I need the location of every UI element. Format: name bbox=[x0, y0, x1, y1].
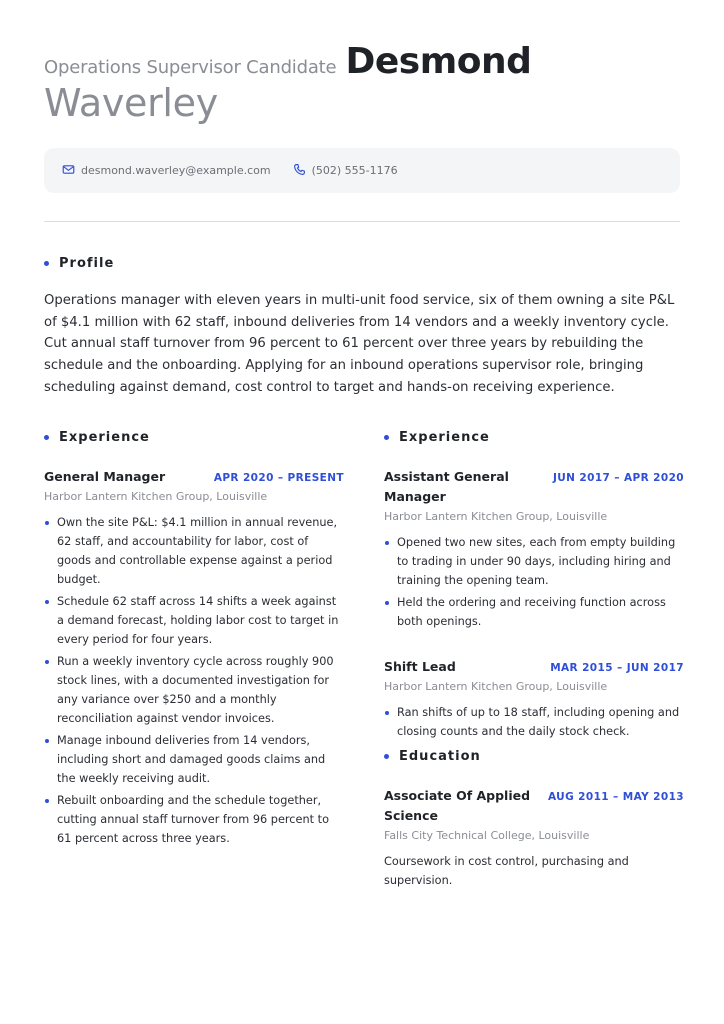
job-entry bbox=[384, 467, 684, 631]
job-bullet: Rebuilt onboarding and the schedule together, cutting annual staff turnover from 96 percent to 61 percent across three years. bbox=[44, 791, 344, 848]
name-line bbox=[44, 41, 684, 125]
job-organization: Harbor Lantern Kitchen Group, Louisville bbox=[44, 490, 268, 503]
contact-bar bbox=[44, 148, 680, 193]
email-text: desmond.waverley@example.com bbox=[81, 164, 271, 177]
target-role: Operations Supervisor Candidate bbox=[44, 57, 337, 78]
job-dates: APR 2020 – PRESENT bbox=[213, 472, 344, 484]
job-bullets bbox=[384, 533, 684, 631]
resume-header bbox=[44, 41, 684, 125]
first-name: Desmond bbox=[345, 41, 532, 82]
section-heading bbox=[384, 749, 684, 764]
bullet-dot-icon bbox=[44, 435, 49, 440]
degree-title: Associate Of Applied Science bbox=[384, 788, 531, 823]
education-heading: Education bbox=[399, 749, 481, 764]
profile-heading: Profile bbox=[59, 256, 115, 271]
job-organization: Harbor Lantern Kitchen Group, Louisville bbox=[384, 680, 608, 693]
phone-text: (502) 555-1176 bbox=[311, 164, 398, 177]
mail-icon bbox=[62, 163, 75, 179]
phone-icon bbox=[293, 163, 306, 179]
job-title: General Manager bbox=[44, 469, 166, 484]
job-title: Assistant General Manager bbox=[384, 469, 509, 504]
job-bullet: Manage inbound deliveries from 14 vendors, including short and damaged goods claims and the weekly receiving audit. bbox=[44, 731, 344, 788]
contact-email[interactable] bbox=[62, 163, 271, 179]
job-bullet: Ran shifts of up to 18 staff, including opening and closing counts and the daily stock check. bbox=[384, 703, 684, 741]
school-name: Falls City Technical College, Louisville bbox=[384, 829, 590, 842]
bullet-dot-icon bbox=[384, 754, 389, 759]
profile-summary: Operations manager with eleven years in multi-unit food service, six of them owning a site P&L of $4.1 million with 62 staff, inbound deliveries from 14 vendors and a weekly inventory cycle. Cut annual staff turnover from 96 percent to 61 percent over three years by rebuilding the schedule and the onboarding. Applying for an inbound operations supervisor role, bringing scheduling against demand, cost control to target and hands-on receiving experience. bbox=[44, 293, 675, 395]
education-dates: AUG 2011 – MAY 2013 bbox=[547, 791, 684, 803]
job-dates: MAR 2015 – JUN 2017 bbox=[550, 662, 684, 674]
education-description: Coursework in cost control, purchasing and supervision. bbox=[384, 855, 629, 887]
job-title: Shift Lead bbox=[384, 659, 456, 674]
divider bbox=[44, 221, 680, 222]
job-header bbox=[384, 657, 684, 677]
job-dates: JUN 2017 – APR 2020 bbox=[552, 472, 684, 484]
experience-heading: Experience bbox=[59, 430, 150, 445]
job-entry bbox=[384, 657, 684, 741]
education-entry bbox=[384, 786, 684, 890]
job-bullet: Held the ordering and receiving function across both openings. bbox=[384, 593, 684, 631]
job-bullet: Run a weekly inventory cycle across roughly 900 stock lines, with a documented investigation for any variance over $250 and a monthly reconciliation against vendor invoices. bbox=[44, 652, 344, 728]
job-bullets bbox=[44, 513, 344, 848]
contact-phone[interactable] bbox=[293, 163, 398, 179]
section-heading bbox=[44, 256, 684, 271]
education-header bbox=[384, 786, 684, 826]
job-bullet: Schedule 62 staff across 14 shifts a week against a demand forecast, holding labor cost to target in every period for four years. bbox=[44, 592, 344, 649]
experience-column-right bbox=[384, 430, 684, 890]
profile-section bbox=[44, 256, 684, 399]
bullet-dot-icon bbox=[44, 261, 49, 266]
experience-column-left bbox=[44, 430, 344, 851]
experience-heading: Experience bbox=[399, 430, 490, 445]
job-organization: Harbor Lantern Kitchen Group, Louisville bbox=[384, 510, 608, 523]
job-header bbox=[44, 467, 344, 487]
job-header bbox=[384, 467, 684, 507]
job-bullet: Opened two new sites, each from empty building to trading in under 90 days, including hiring and training the opening team. bbox=[384, 533, 684, 590]
last-name: Waverley bbox=[44, 81, 218, 125]
bullet-dot-icon bbox=[384, 435, 389, 440]
section-heading bbox=[44, 430, 344, 445]
job-bullet: Own the site P&L: $4.1 million in annual revenue, 62 staff, and accountability for labor, cost of goods and controllable expense against a period budget. bbox=[44, 513, 344, 589]
job-entry bbox=[44, 467, 344, 848]
job-bullets bbox=[384, 703, 684, 741]
section-heading bbox=[384, 430, 684, 445]
